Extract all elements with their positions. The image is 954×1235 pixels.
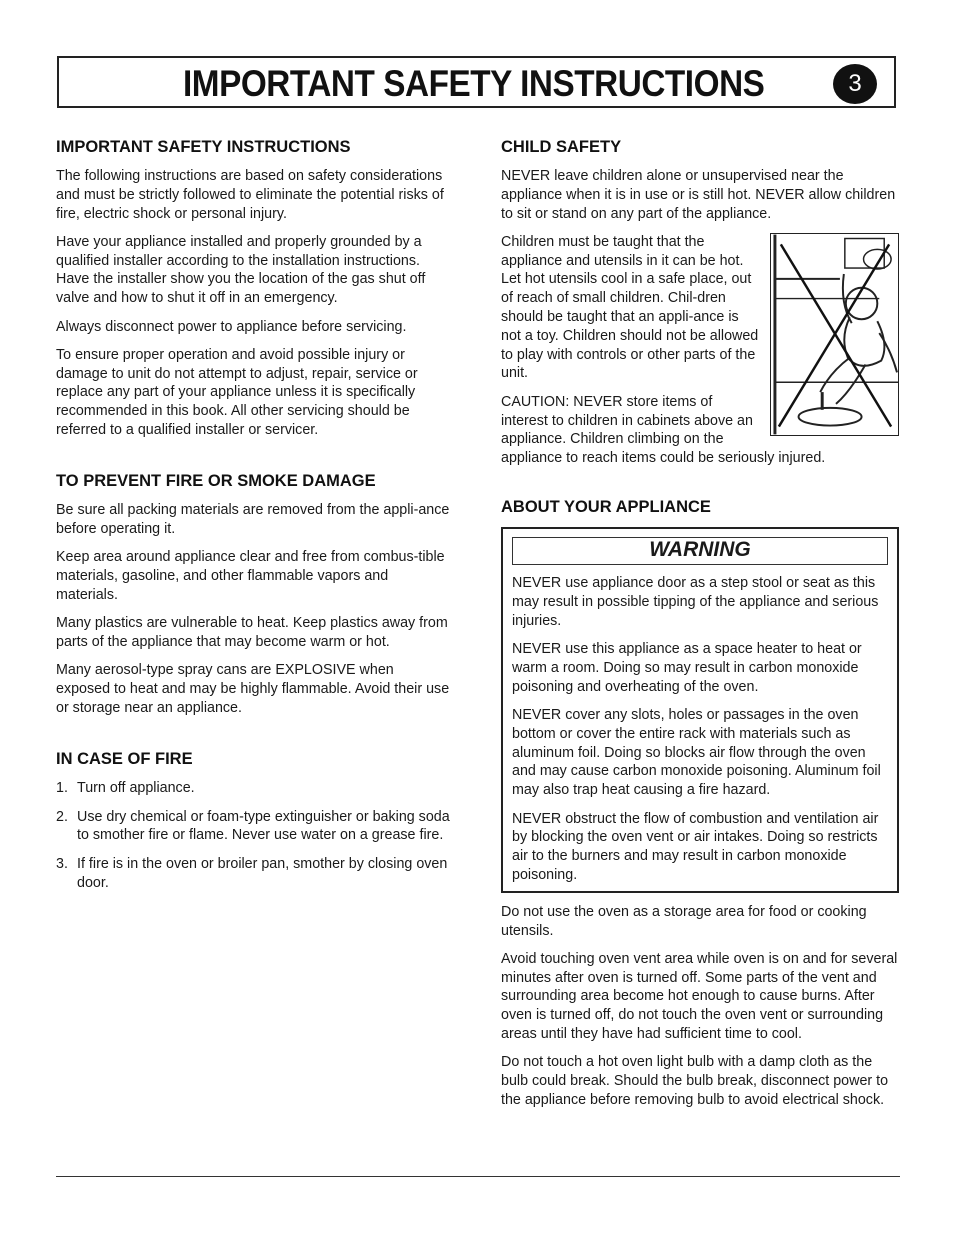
left-column [56,137,451,902]
section-heading: CHILD SAFETY [501,138,622,156]
paragraph: To ensure proper operation and avoid possible injury or damage to unit do not attempt to adjust, repair, service or replace any part of your appliance unless it is specifically recommended in this book. All other servicing should be referred to a qualified installer or servicer. [56,346,418,439]
section-child-safety [501,137,899,468]
step-number: 1. [56,780,68,797]
section-heading: IN CASE OF FIRE [56,750,193,769]
section-heading: TO PREVENT FIRE OR SMOKE DAMAGE [56,472,376,491]
footer-rule [56,1176,900,1177]
paragraph: Many plastics are vulnerable to heat. Keep plastics away from parts of the appliance that may become warm or hot. [56,615,448,651]
fire-steps-list [56,779,451,892]
paragraph: Keep area around appliance clear and free from combus-tible materials, gasoline, and other flammable vapors and materials. [56,549,445,604]
paragraph: Children must be taught that the appliance and utensils in it can be hot. Let hot utensils cool in a safe place, out of reach of small children. Chil-dren should be taught that an appli-ance is not a toy. Children should not be allowed to play with controls or other parts of the unit. [501,233,759,382]
step-number: 3. [56,855,68,872]
warning-paragraph: NEVER use this appliance as a space heater to heat or warm a room. Doing so may result in carbon monoxide poisoning and overheating of the oven. [512,641,862,695]
page-number-badge: 3 [833,64,877,104]
paragraph: The following instructions are based on safety considerations and must be strictly followed to eliminate the potential risks of fire, electric shock or personal injury. [56,168,444,222]
list-item [56,808,451,846]
page-header [57,56,896,108]
section-about-appliance [501,497,899,1109]
warning-paragraph: NEVER cover any slots, holes or passages in the oven bottom or cover the entire rack with materials such as aluminum foil. Doing so blocks air flow through the oven and may cause carbon monoxide poisoning. Aluminum foil may also trap heat causing a fire hazard. [512,707,881,799]
paragraph: Do not use the oven as a storage area for food or cooking utensils. [501,903,867,939]
section-heading: ABOUT YOUR APPLIANCE [501,498,711,517]
child-climbing-prohibited-illustration [770,233,899,436]
step-text: If fire is in the oven or broiler pan, smother by closing oven door. [77,855,448,891]
list-item [56,855,451,893]
warning-paragraph: NEVER obstruct the flow of combustion and ventilation air by blocking the oven vent or air intakes. Doing so restricts air to the burners and may result in carbon monoxide poisoning. [512,810,879,883]
warning-box [501,527,899,892]
step-text: Use dry chemical or foam-type extinguisher or baking soda to smother fire or flame. Never use water on a grease fire. [77,808,450,844]
section-in-case-of-fire [56,749,451,892]
paragraph: Many aerosol-type spray cans are EXPLOSIVE when exposed to heat and may be highly flammable. Avoid their use or storage near an appliance. [56,662,450,717]
step-number: 2. [56,808,68,825]
step-text: Turn off appliance. [77,780,195,797]
section-safety-instructions [56,137,451,440]
paragraph: Always disconnect power to appliance before servicing. [56,318,407,335]
section-heading: IMPORTANT SAFETY INSTRUCTIONS [56,138,351,156]
paragraph: Avoid touching oven vent area while oven is on and for several minutes after oven is turned off. Some parts of the vent and surrounding area become hot enough to cause burns. After oven is turned off, do not touch the oven vent or surrounding areas until they have had sufficient time to cool. [501,950,898,1042]
paragraph: Have your appliance installed and properly grounded by a qualified installer according to the installation instructions. Have the installer show you the location of the gas shut off valve and how to shut it off in an emergency. [56,233,426,307]
paragraph: NEVER leave children alone or unsupervised near the appliance when it is in use or is still hot. NEVER allow children to sit or stand on any part of the appliance. [501,168,896,222]
page-title: IMPORTANT SAFETY INSTRUCTIONS [183,63,765,104]
paragraph: Do not touch a hot oven light bulb with a damp cloth as the bulb could break. Should the bulb break, disconnect power to the appliance before removing bulb to avoid electrical shock. [501,1054,889,1108]
warning-paragraph: NEVER use appliance door as a step stool or seat as this may result in possible tipping of the appliance and serious injuries. [512,575,879,629]
section-prevent-fire [56,471,451,717]
list-item [56,779,451,798]
paragraph: CAUTION: NEVER store items of interest to children in cabinets above an appliance. Children climbing on the appliance to reach items could be seriously injured. [501,393,826,467]
right-column [501,137,899,1119]
warning-title: WARNING [512,537,888,565]
paragraph: Be sure all packing materials are removed from the appli-ance before operating it. [56,502,450,538]
